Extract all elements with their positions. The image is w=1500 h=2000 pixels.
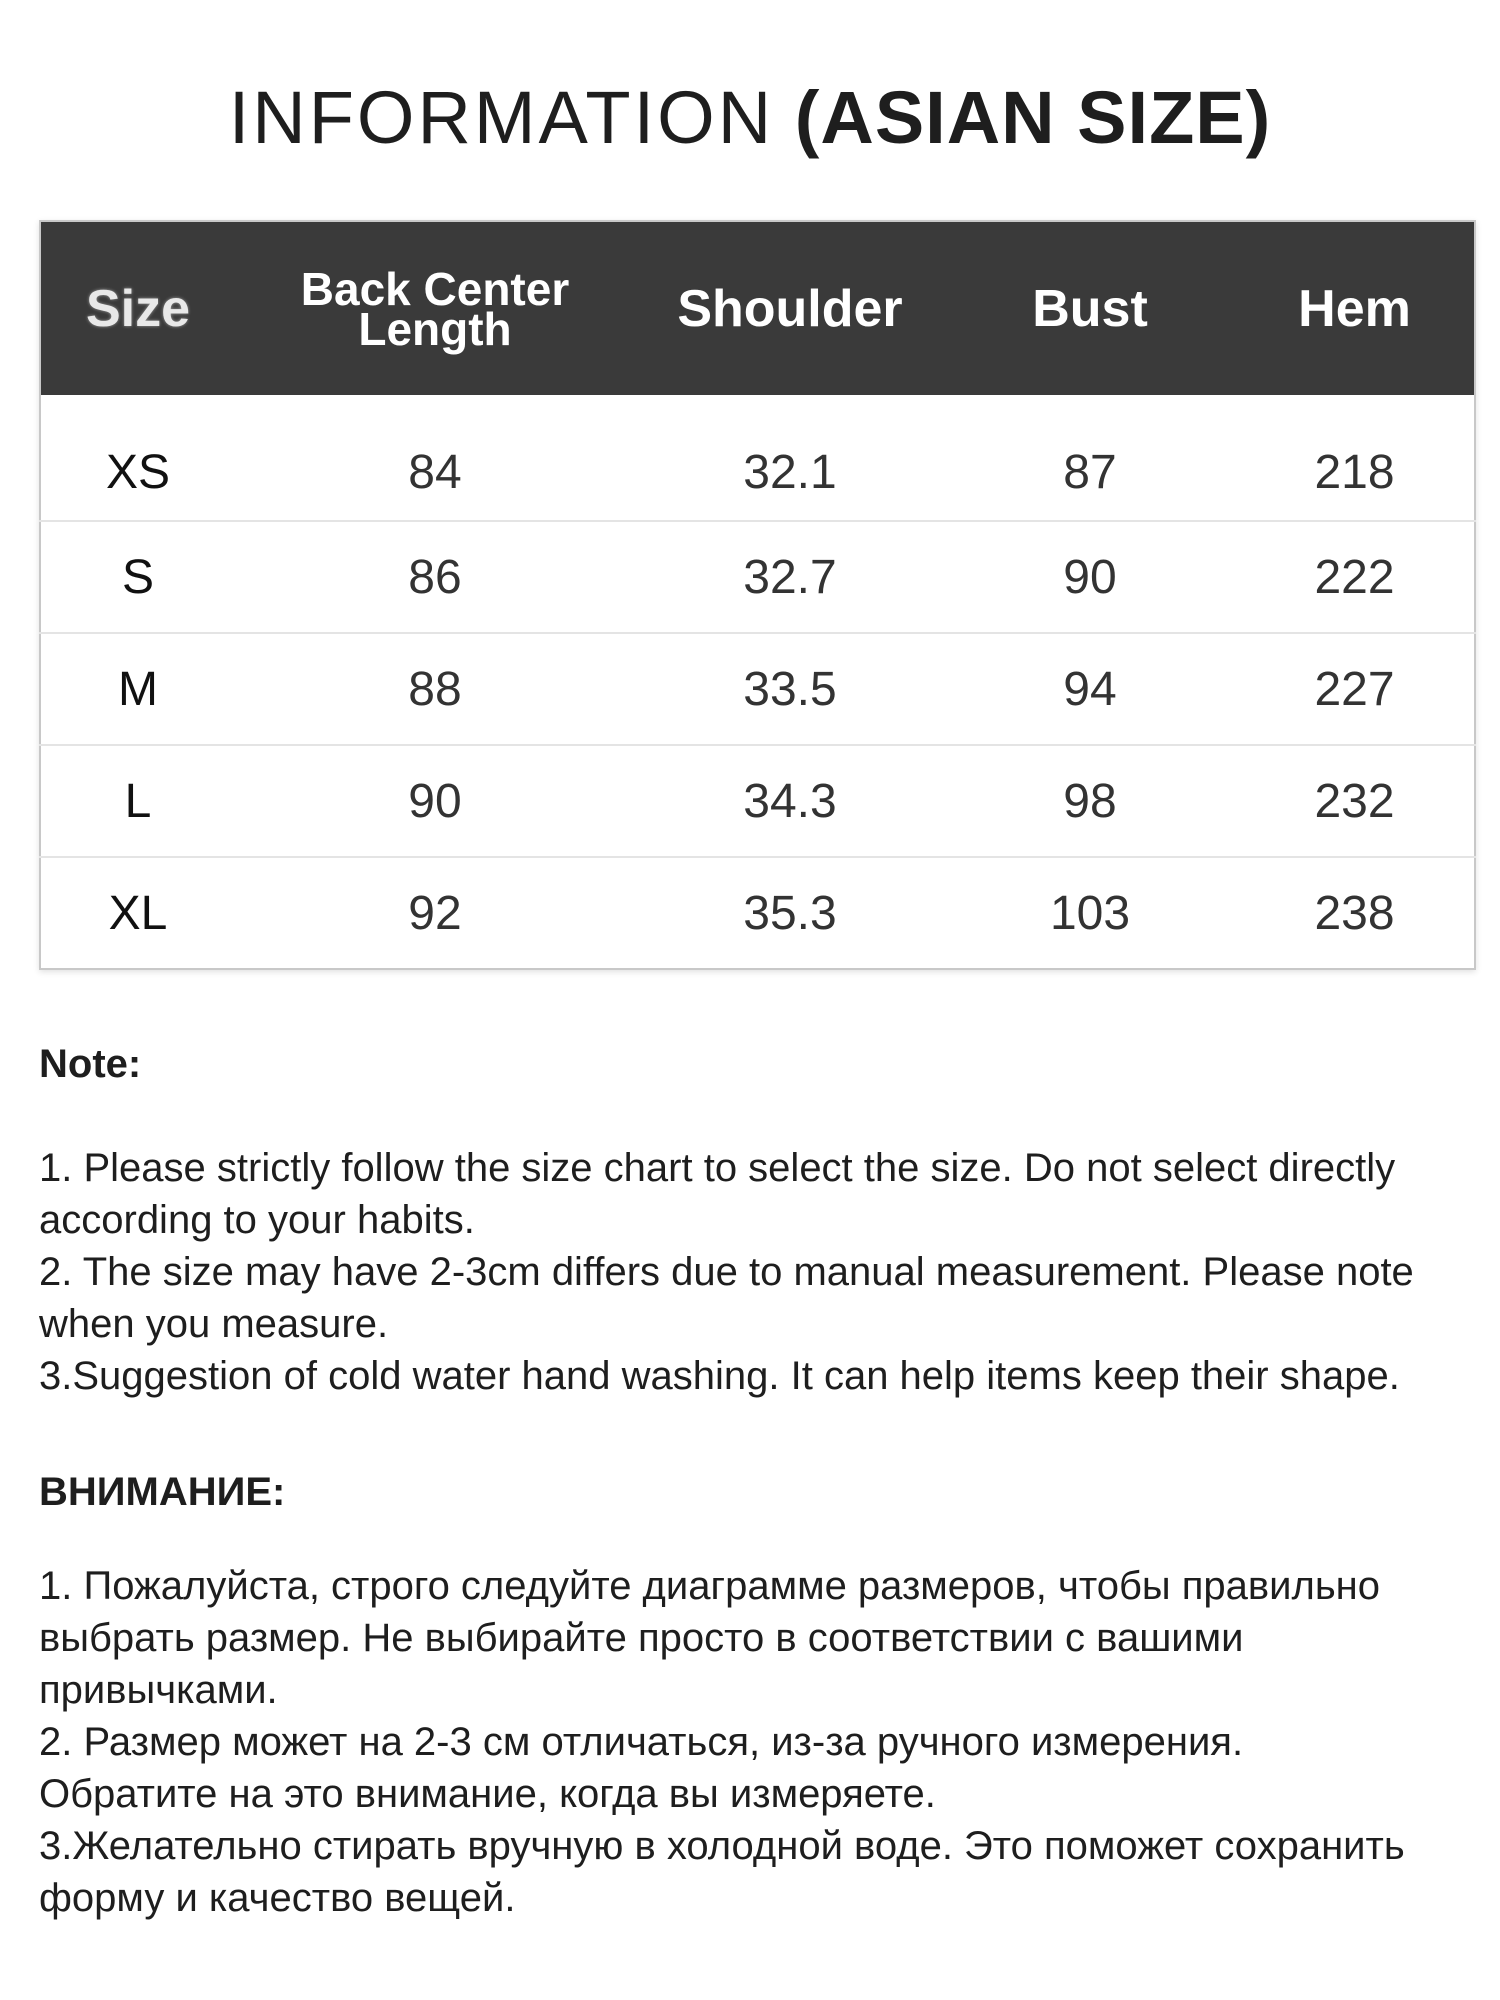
cell-size: L (40, 745, 235, 857)
cell-bust: 87 (1063, 446, 1117, 499)
page-title-main: INFORMATION (228, 76, 775, 159)
table-row (40, 745, 1475, 857)
size-chart-body (40, 395, 1475, 969)
header-back-center-length (235, 221, 635, 395)
cell-bust: 94 (945, 633, 1235, 745)
note-ru-section (39, 1466, 1469, 1518)
cell-shoulder: 33.5 (635, 633, 945, 745)
note-ru-heading: ВНИМАНИЕ: (39, 1470, 286, 1514)
note-ru-line: привычками. (39, 1668, 278, 1712)
cell-hem: 238 (1235, 857, 1475, 969)
cell-hem: 222 (1235, 521, 1475, 633)
note-ru-line: выбрать размер. Не выбирайте просто в соответствии с вашими (39, 1616, 1244, 1660)
cell-shoulder: 32.1 (743, 446, 837, 499)
cell-hem: 232 (1235, 745, 1475, 857)
note-en-section (39, 1038, 1469, 1090)
note-ru-line: 1. Пожалуйста, строго следуйте диаграмме размеров, чтобы правильно (39, 1564, 1381, 1608)
note-en-line: 3.Suggestion of cold water hand washing. It can help items keep their shape. (39, 1354, 1400, 1398)
header-hem: Hem (1298, 279, 1411, 338)
cell-shoulder: 32.7 (635, 521, 945, 633)
note-ru-line: Обратите на это внимание, когда вы измеряете. (39, 1772, 936, 1816)
note-ru-line: 2. Размер может на 2-3 см отличаться, из-за ручного измерения. (39, 1720, 1244, 1764)
note-ru-line: форму и качество вещей. (39, 1876, 516, 1920)
cell-bust: 103 (945, 857, 1235, 969)
cell-shoulder: 34.3 (635, 745, 945, 857)
header-back-center-line1: Back Center (300, 262, 570, 315)
cell-bust: 98 (945, 745, 1235, 857)
header-size: Size (85, 279, 191, 338)
cell-back-center-length: 88 (235, 633, 635, 745)
cell-bust: 90 (945, 521, 1235, 633)
table-row (40, 521, 1475, 633)
note-en-line: 1. Please strictly follow the size chart to select the size. Do not select directly (39, 1146, 1396, 1190)
table-row (40, 395, 1475, 521)
header-row (40, 221, 1475, 395)
note-en-line: when you measure. (39, 1302, 389, 1346)
cell-size: XL (40, 857, 235, 969)
note-ru-body (39, 1560, 1469, 1924)
note-en-heading: Note: (39, 1042, 142, 1086)
note-ru-line: 3.Желательно стирать вручную в холодной воде. Это поможет сохранить (39, 1824, 1405, 1868)
cell-size: S (40, 521, 235, 633)
cell-back-center-length: 86 (235, 521, 635, 633)
cell-shoulder: 35.3 (635, 857, 945, 969)
cell-back-center-length: 90 (235, 745, 635, 857)
note-en-line: according to your habits. (39, 1198, 475, 1242)
header-back-center-line2: Length (358, 302, 512, 355)
note-en-line: 2. The size may have 2-3cm differs due to manual measurement. Please note (39, 1250, 1414, 1294)
cell-size: M (40, 633, 235, 745)
cell-size: XS (105, 446, 171, 499)
header-shoulder: Shoulder (677, 279, 903, 338)
page-title (0, 68, 1500, 168)
cell-hem: 218 (1314, 446, 1395, 499)
note-en-body (39, 1142, 1469, 1402)
table-row (40, 633, 1475, 745)
cell-back-center-length: 92 (235, 857, 635, 969)
size-chart-table (39, 220, 1476, 970)
size-chart-header (40, 221, 1475, 395)
cell-back-center-length: 84 (408, 446, 462, 499)
cell-hem: 227 (1235, 633, 1475, 745)
page-title-qualifier: (ASIAN SIZE) (794, 76, 1272, 159)
table-row (40, 857, 1475, 969)
header-bust: Bust (1032, 279, 1148, 338)
